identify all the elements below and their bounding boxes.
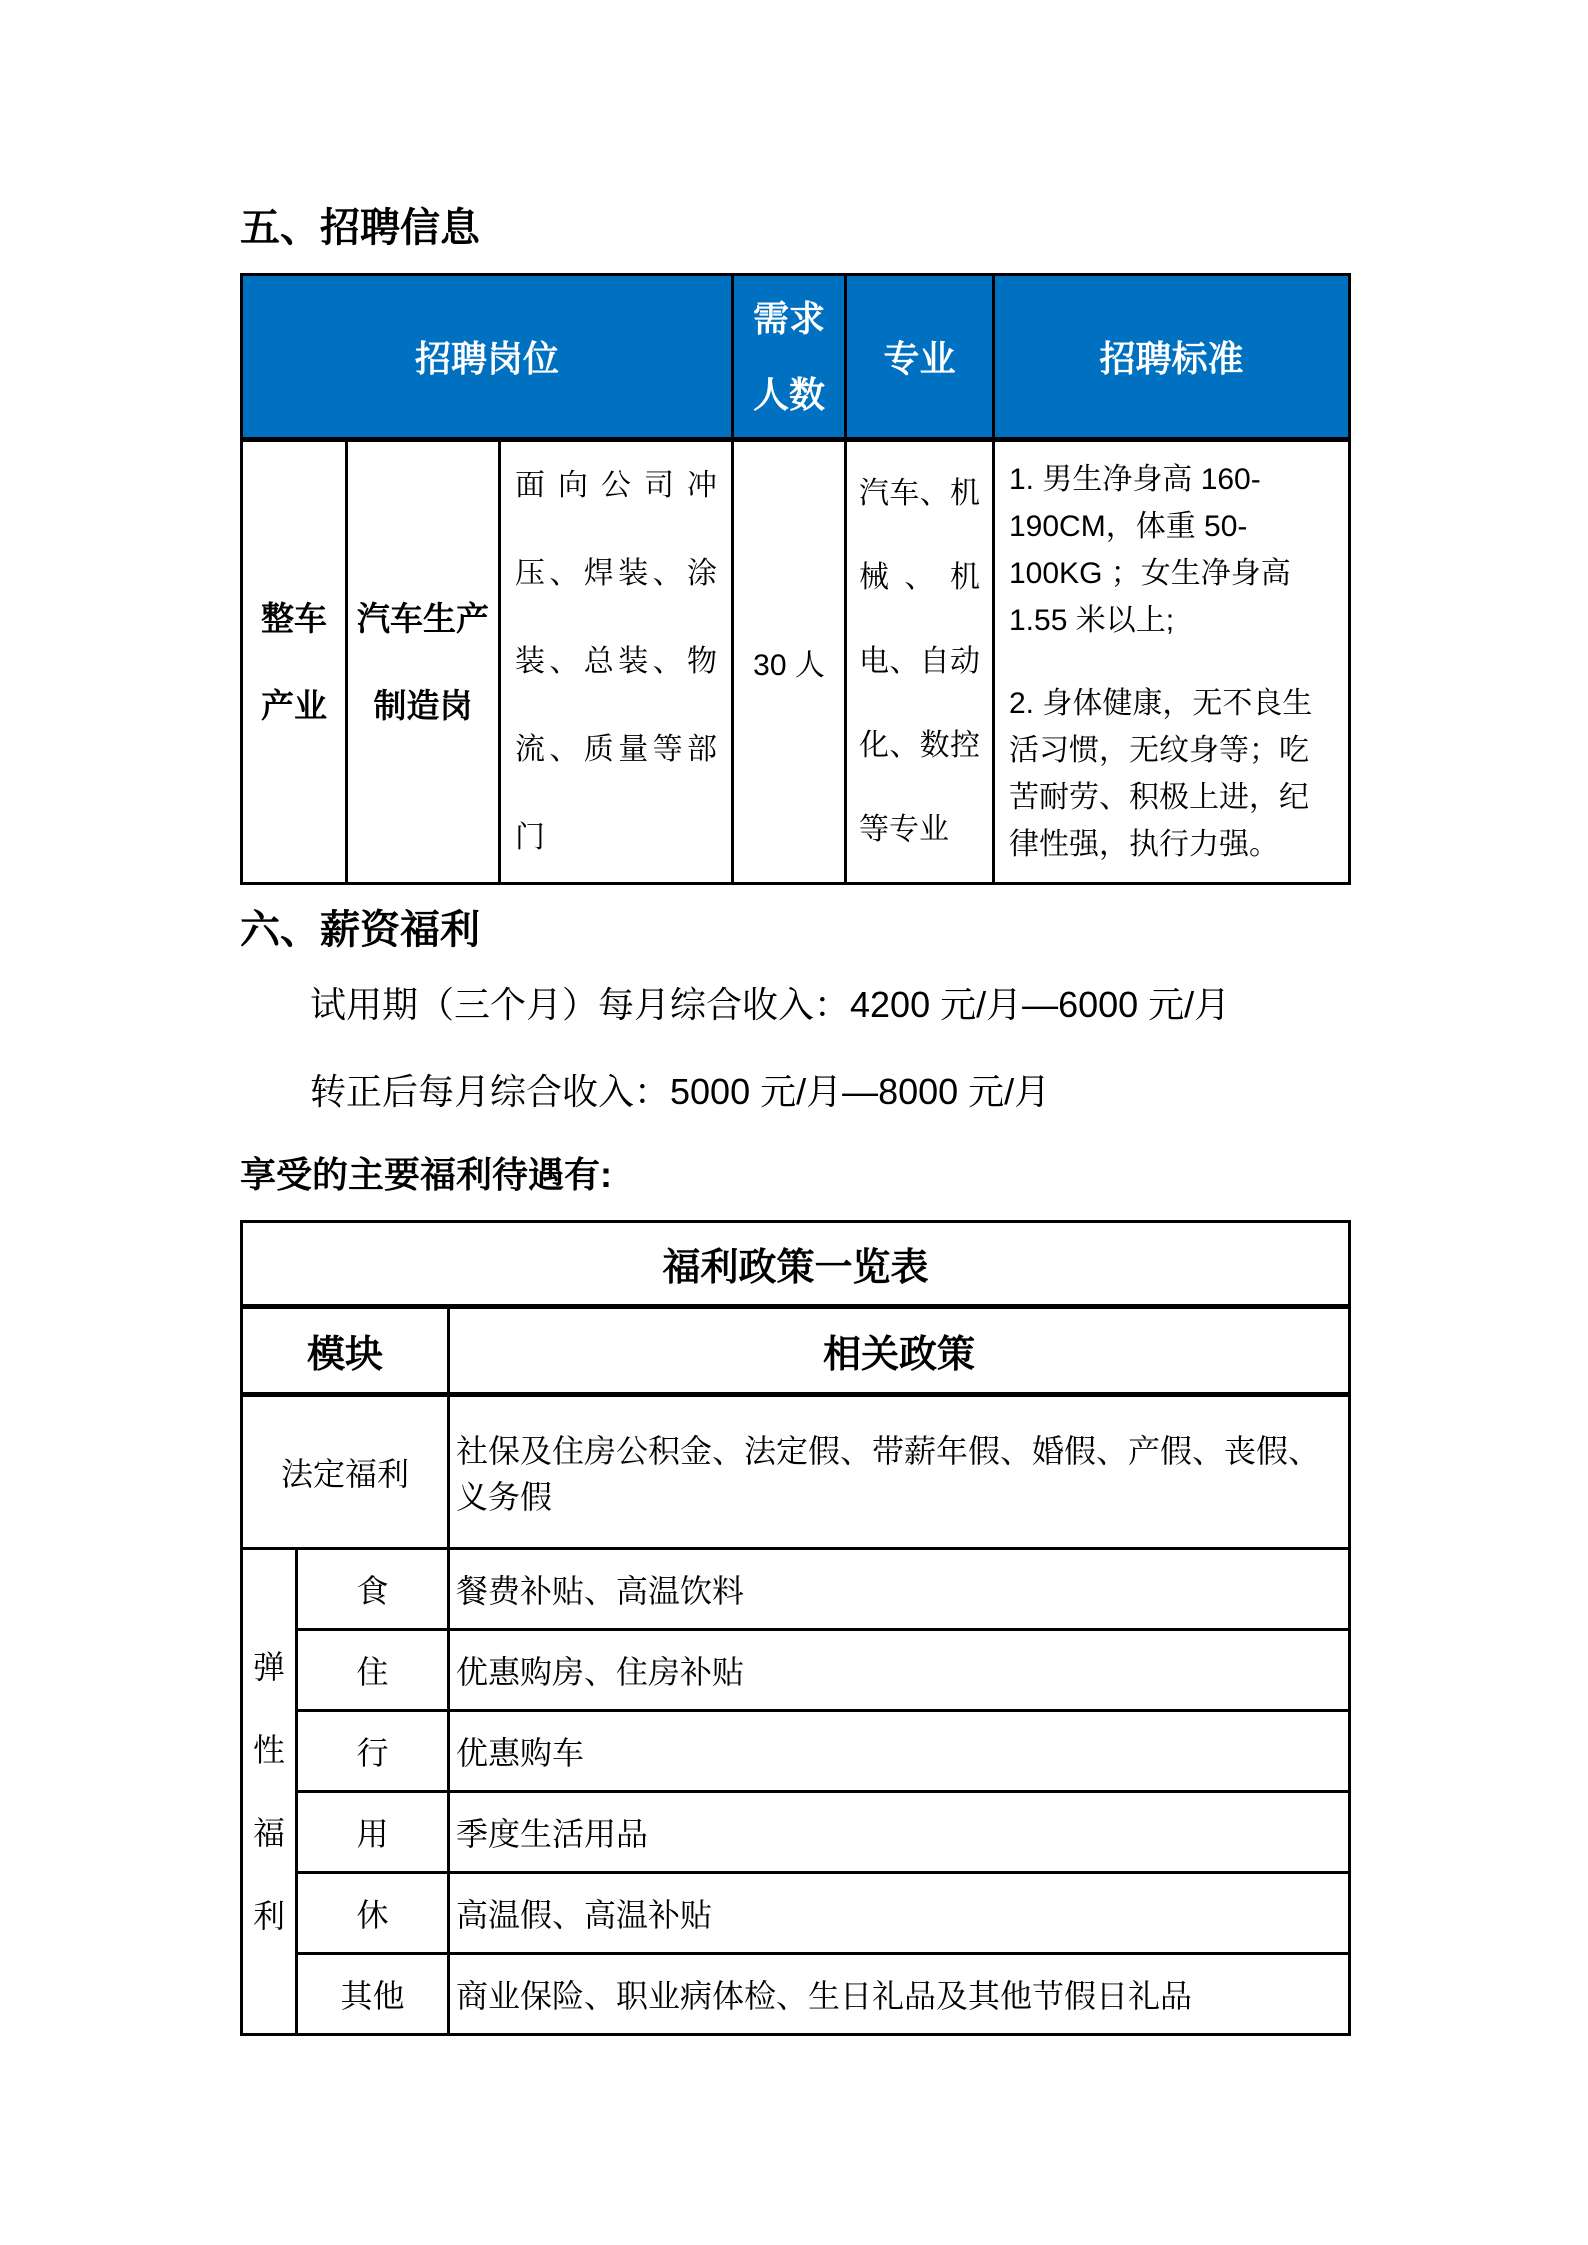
standard-item-1: 1. 男生净身高 160-190CM，体重 50-100KG ；女生净身高 1.55 米以上; <box>1009 463 1291 637</box>
flexible-welfare-label-cell <box>242 1549 297 2035</box>
welfare-header-policy: 相关政策 <box>449 1307 1350 1395</box>
welfare-flex-row-transport <box>242 1711 1350 1792</box>
welfare-flex-row-housing <box>242 1630 1350 1711</box>
flex-policy-food: 餐费补贴、高温饮料 <box>449 1549 1350 1630</box>
standard-item-2: 2. 身体健康，无不良生活习惯，无纹身等；吃苦耐劳、积极上进，纪律性强，执行力强。 <box>1009 687 1313 861</box>
flex-policy-rest: 高温假、高温补贴 <box>449 1873 1350 1954</box>
header-headcount-line1: 需求 <box>752 297 825 339</box>
flex-module-food: 食 <box>297 1549 449 1630</box>
header-position: 招聘岗位 <box>242 275 733 440</box>
cell-headcount: 30 人 <box>733 440 846 884</box>
welfare-title-row <box>242 1222 1350 1307</box>
flex-module-rest: 休 <box>297 1873 449 1954</box>
welfare-flex-row-other <box>242 1954 1350 2035</box>
cell-post <box>347 440 500 884</box>
flex-module-daily: 用 <box>297 1792 449 1873</box>
welfare-flex-row-daily <box>242 1792 1350 1873</box>
industry-line1: 整车 <box>261 600 327 637</box>
legal-module-cell: 法定福利 <box>242 1395 449 1549</box>
flex-policy-other: 商业保险、职业病体检、生日礼品及其他节假日礼品 <box>449 1954 1350 2035</box>
welfare-flex-row-food <box>242 1549 1350 1630</box>
header-headcount-line2: 人数 <box>752 373 825 415</box>
header-headcount <box>733 275 846 440</box>
recruit-info-table <box>240 273 1351 885</box>
header-major: 专业 <box>846 275 994 440</box>
welfare-flex-row-rest <box>242 1873 1350 1954</box>
cell-departments: 面向公司冲压、焊装、涂装、总装、物流、质量等部门 <box>500 440 733 884</box>
recruit-table-body-row <box>242 440 1350 884</box>
flex-policy-transport: 优惠购车 <box>449 1711 1350 1792</box>
industry-line2: 产业 <box>261 687 327 724</box>
recruit-table-header-row <box>242 275 1350 440</box>
flex-module-other: 其他 <box>297 1954 449 2035</box>
flex-module-transport: 行 <box>297 1711 449 1792</box>
flex-policy-housing: 优惠购房、住房补贴 <box>449 1630 1350 1711</box>
legal-policy-cell: 社保及住房公积金、法定假、带薪年假、婚假、产假、丧假、义务假 <box>449 1395 1350 1549</box>
welfare-legal-row <box>242 1395 1350 1549</box>
welfare-policy-table <box>240 1220 1351 2036</box>
section-6-heading: 六、薪资福利 <box>240 908 480 952</box>
flex-module-housing: 住 <box>297 1630 449 1711</box>
cell-standard <box>994 440 1350 884</box>
cell-majors: 汽车、机械、机电、自动化、数控等专业 <box>846 440 994 884</box>
welfare-intro: 享受的主要福利待遇有: <box>240 1154 612 1195</box>
flexible-welfare-vertical-label: 弹性福利 <box>252 1648 285 1934</box>
welfare-table-title: 福利政策一览表 <box>242 1222 1350 1307</box>
salary-regular-line: 转正后每月综合收入：5000 元/月—8000 元/月 <box>310 1071 1051 1112</box>
post-line1: 汽车生产 <box>357 600 489 637</box>
header-standard: 招聘标准 <box>994 275 1350 440</box>
welfare-header-module: 模块 <box>242 1307 449 1395</box>
post-line2: 制造岗 <box>373 687 473 724</box>
welfare-header-row <box>242 1307 1350 1395</box>
section-5-heading: 五、招聘信息 <box>240 206 480 250</box>
flex-policy-daily: 季度生活用品 <box>449 1792 1350 1873</box>
salary-trial-line: 试用期（三个月）每月综合收入：4200 元/月—6000 元/月 <box>310 984 1231 1025</box>
cell-industry <box>242 440 347 884</box>
